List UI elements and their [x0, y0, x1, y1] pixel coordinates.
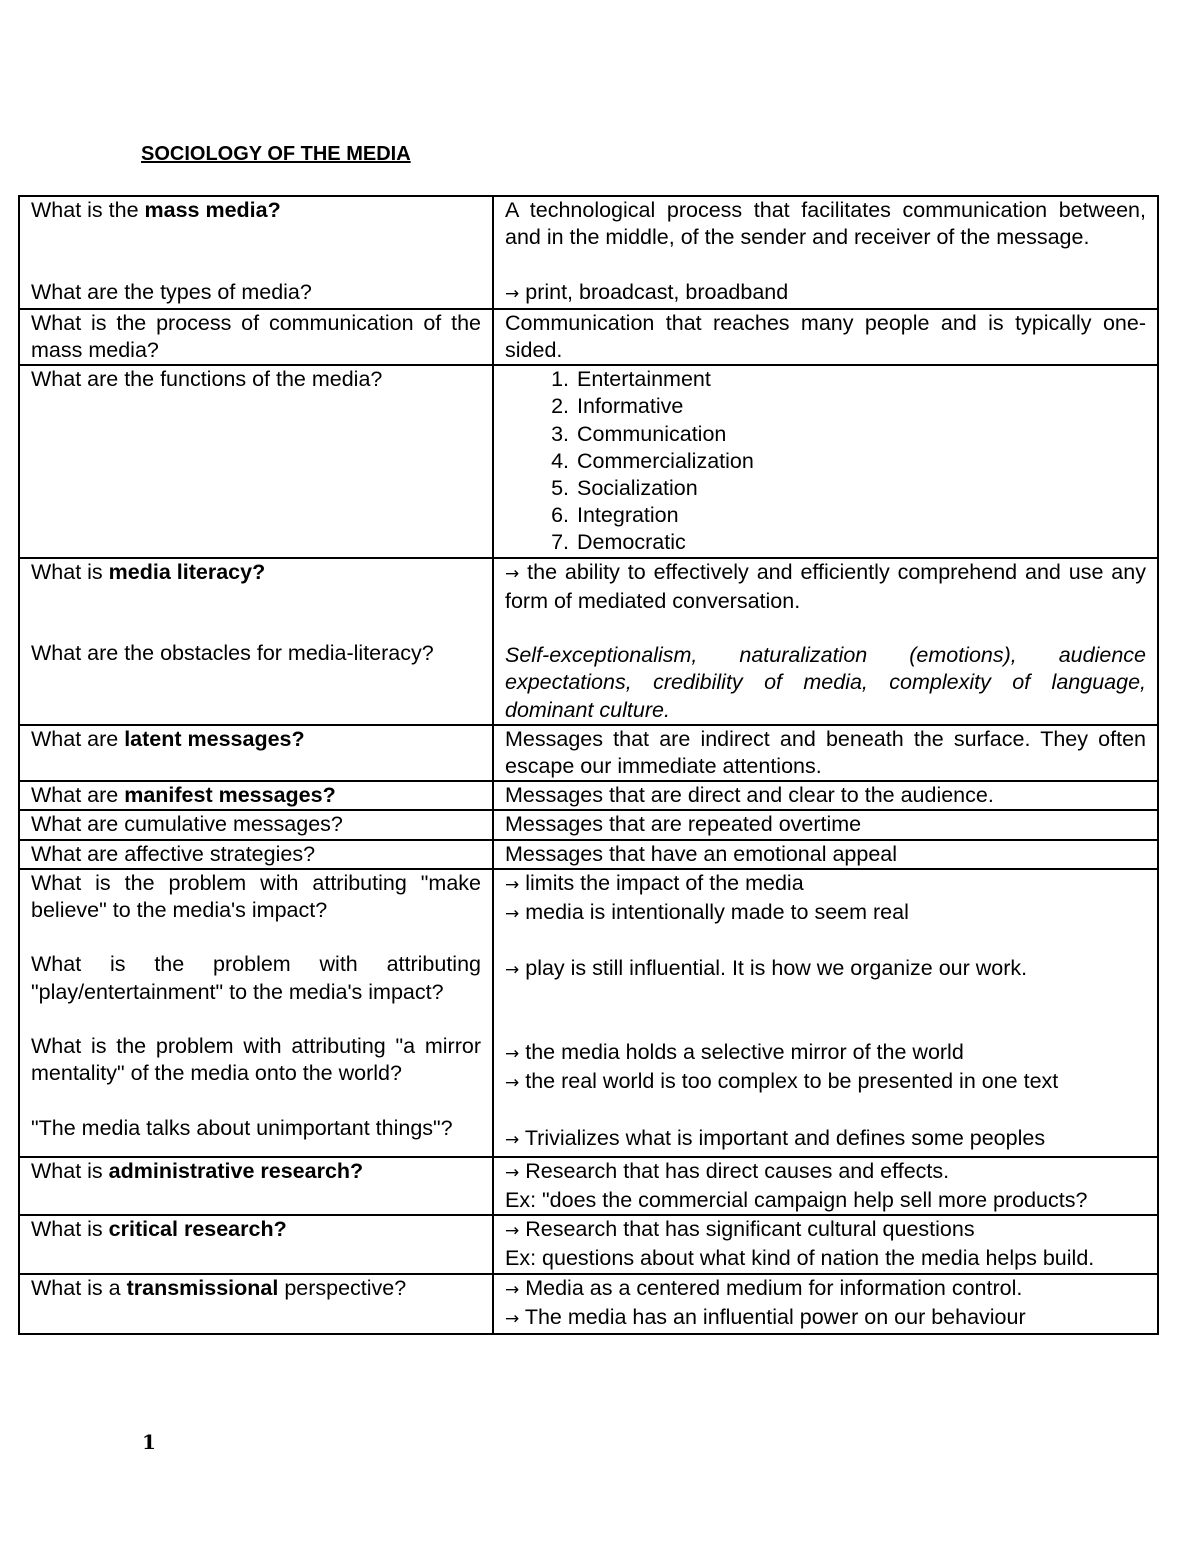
question-term: transmissional — [126, 1275, 279, 1300]
table-row — [19, 840, 1158, 869]
answer-text: limits the impact of the media — [525, 870, 804, 895]
question-text: What is a — [31, 1275, 127, 1300]
question-cell — [19, 558, 493, 725]
question-text: What are the obstacles for media-literacy? — [31, 641, 434, 666]
arrow-icon: → — [505, 904, 520, 925]
table-row — [19, 1157, 1158, 1215]
answer-text: Trivializes what is important and defines some peoples — [524, 1125, 1046, 1150]
question-text: What is the problem with attributing "make believe" to the media's impact? — [31, 870, 481, 923]
question-text: What are cumulative messages? — [31, 812, 343, 837]
list-item: 3. Communication — [575, 421, 1146, 448]
question-cell — [19, 196, 493, 309]
answer-text: Messages that are indirect and beneath the surface. They often escape our immediate attentions. — [505, 726, 1146, 779]
answer-text: play is still influential. It is how we organize our work. — [525, 956, 1028, 981]
question-text: What is the — [31, 198, 145, 222]
question-text: What is the process of communication of the mass media? — [31, 310, 481, 362]
question-term: administrative research? — [108, 1158, 364, 1183]
arrow-icon: → — [505, 874, 520, 895]
question-text: perspective? — [278, 1275, 407, 1300]
question-cell — [19, 1274, 493, 1334]
page-number: 1 — [142, 1430, 156, 1454]
question-text: What is — [31, 1217, 109, 1242]
answer-text: Communication that reaches many people and is typically one-sided. — [505, 310, 1146, 362]
question-cell — [19, 1157, 493, 1215]
table-row — [19, 1274, 1158, 1334]
table-row — [19, 309, 1158, 365]
question-term: critical research? — [108, 1217, 287, 1242]
question-cell — [19, 840, 493, 869]
arrow-icon: → — [505, 1073, 520, 1094]
answer-text: A technological process that facilitates communication between, and in the middle, of the sender and receiver of the message. — [505, 198, 1146, 250]
question-term: latent messages? — [124, 726, 305, 751]
answer-cell — [493, 558, 1158, 725]
answer-text: Messages that have an emotional appeal — [505, 841, 898, 866]
question-text: What are the types of media? — [31, 279, 312, 304]
table-row — [19, 1215, 1158, 1273]
list-item: 6. Integration — [575, 502, 1146, 529]
question-text: What are — [31, 783, 125, 808]
answer-cell — [493, 725, 1158, 781]
answer-cell — [493, 781, 1158, 810]
answer-text: Research that has direct causes and effects. — [525, 1158, 950, 1183]
question-text: What are — [31, 726, 125, 751]
question-text: What is — [31, 1158, 109, 1183]
arrow-icon: → — [505, 1044, 520, 1065]
question-text: What are affective strategies? — [31, 841, 316, 866]
list-item: 5. Socialization — [575, 475, 1146, 502]
arrow-icon: → — [505, 1308, 520, 1329]
question-text: What is — [31, 559, 109, 584]
answer-text: Messages that are repeated overtime — [505, 812, 862, 837]
answer-text: Ex: "does the commercial campaign help sell more products? — [505, 1188, 1088, 1213]
table-row — [19, 869, 1158, 1157]
list-item: 4. Commercialization — [575, 448, 1146, 475]
arrow-icon: → — [505, 283, 520, 304]
answer-text: Messages that are direct and clear to the audience. — [505, 783, 994, 808]
list-item: 1. Entertainment — [575, 366, 1146, 393]
table-row — [19, 725, 1158, 781]
question-text: What are the functions of the media? — [31, 367, 383, 392]
question-term: manifest messages? — [124, 783, 336, 808]
answer-text: Media as a centered medium for information control. — [525, 1275, 1023, 1300]
arrow-icon: → — [505, 1129, 520, 1150]
question-text: What is the problem with attributing "play/entertainment" to the media's impact? — [31, 952, 481, 1004]
page-title: SOCIOLOGY OF THE MEDIA — [141, 143, 411, 165]
answer-cell — [493, 869, 1158, 1157]
answer-cell — [493, 1157, 1158, 1215]
answer-text: media is intentionally made to seem real — [525, 900, 909, 925]
arrow-icon: → — [505, 563, 520, 584]
answer-cell — [493, 196, 1158, 309]
answer-text: Research that has significant cultural questions — [525, 1217, 975, 1242]
question-cell — [19, 869, 493, 1157]
answer-text: The media has an influential power on our behaviour — [524, 1304, 1026, 1329]
table-row — [19, 810, 1158, 839]
arrow-icon: → — [505, 1221, 520, 1242]
answer-text: Self-exceptionalism, naturalization (emotions), audience expectations, credibility of media, complexity of language, dominant culture. — [505, 643, 1146, 722]
question-term: mass media? — [144, 198, 281, 222]
table-row — [19, 781, 1158, 810]
question-cell — [19, 309, 493, 365]
arrow-icon: → — [505, 960, 520, 981]
answer-text: print, broadcast, broadband — [525, 279, 789, 304]
question-cell — [19, 725, 493, 781]
question-cell — [19, 365, 493, 557]
answer-cell — [493, 309, 1158, 365]
functions-list — [505, 366, 1146, 556]
answer-cell — [493, 840, 1158, 869]
table-row — [19, 196, 1158, 309]
answer-text: the media holds a selective mirror of the world — [525, 1040, 964, 1065]
arrow-icon: → — [505, 1162, 520, 1183]
answer-cell — [493, 810, 1158, 839]
question-term: media literacy? — [108, 559, 266, 584]
list-item: 2. Informative — [575, 393, 1146, 420]
arrow-icon: → — [505, 1279, 520, 1300]
table-row — [19, 558, 1158, 725]
answer-text: Ex: questions about what kind of nation the media helps build. — [505, 1246, 1095, 1271]
question-text: What is the problem with attributing "a mirror mentality" of the media onto the world? — [31, 1034, 481, 1086]
question-cell — [19, 1215, 493, 1273]
answer-text: the real world is too complex to be presented in one text — [525, 1069, 1059, 1094]
answer-cell — [493, 1215, 1158, 1273]
question-cell — [19, 810, 493, 839]
question-cell — [19, 781, 493, 810]
answer-cell — [493, 365, 1158, 557]
answer-text: the ability to effectively and efficiently comprehend and use any form of mediated conversation. — [505, 559, 1146, 613]
answer-cell — [493, 1274, 1158, 1334]
table-row — [19, 365, 1158, 557]
question-text: "The media talks about unimportant things"? — [31, 1115, 453, 1140]
qa-table — [18, 195, 1159, 1335]
list-item: 7. Democratic — [575, 529, 1146, 556]
